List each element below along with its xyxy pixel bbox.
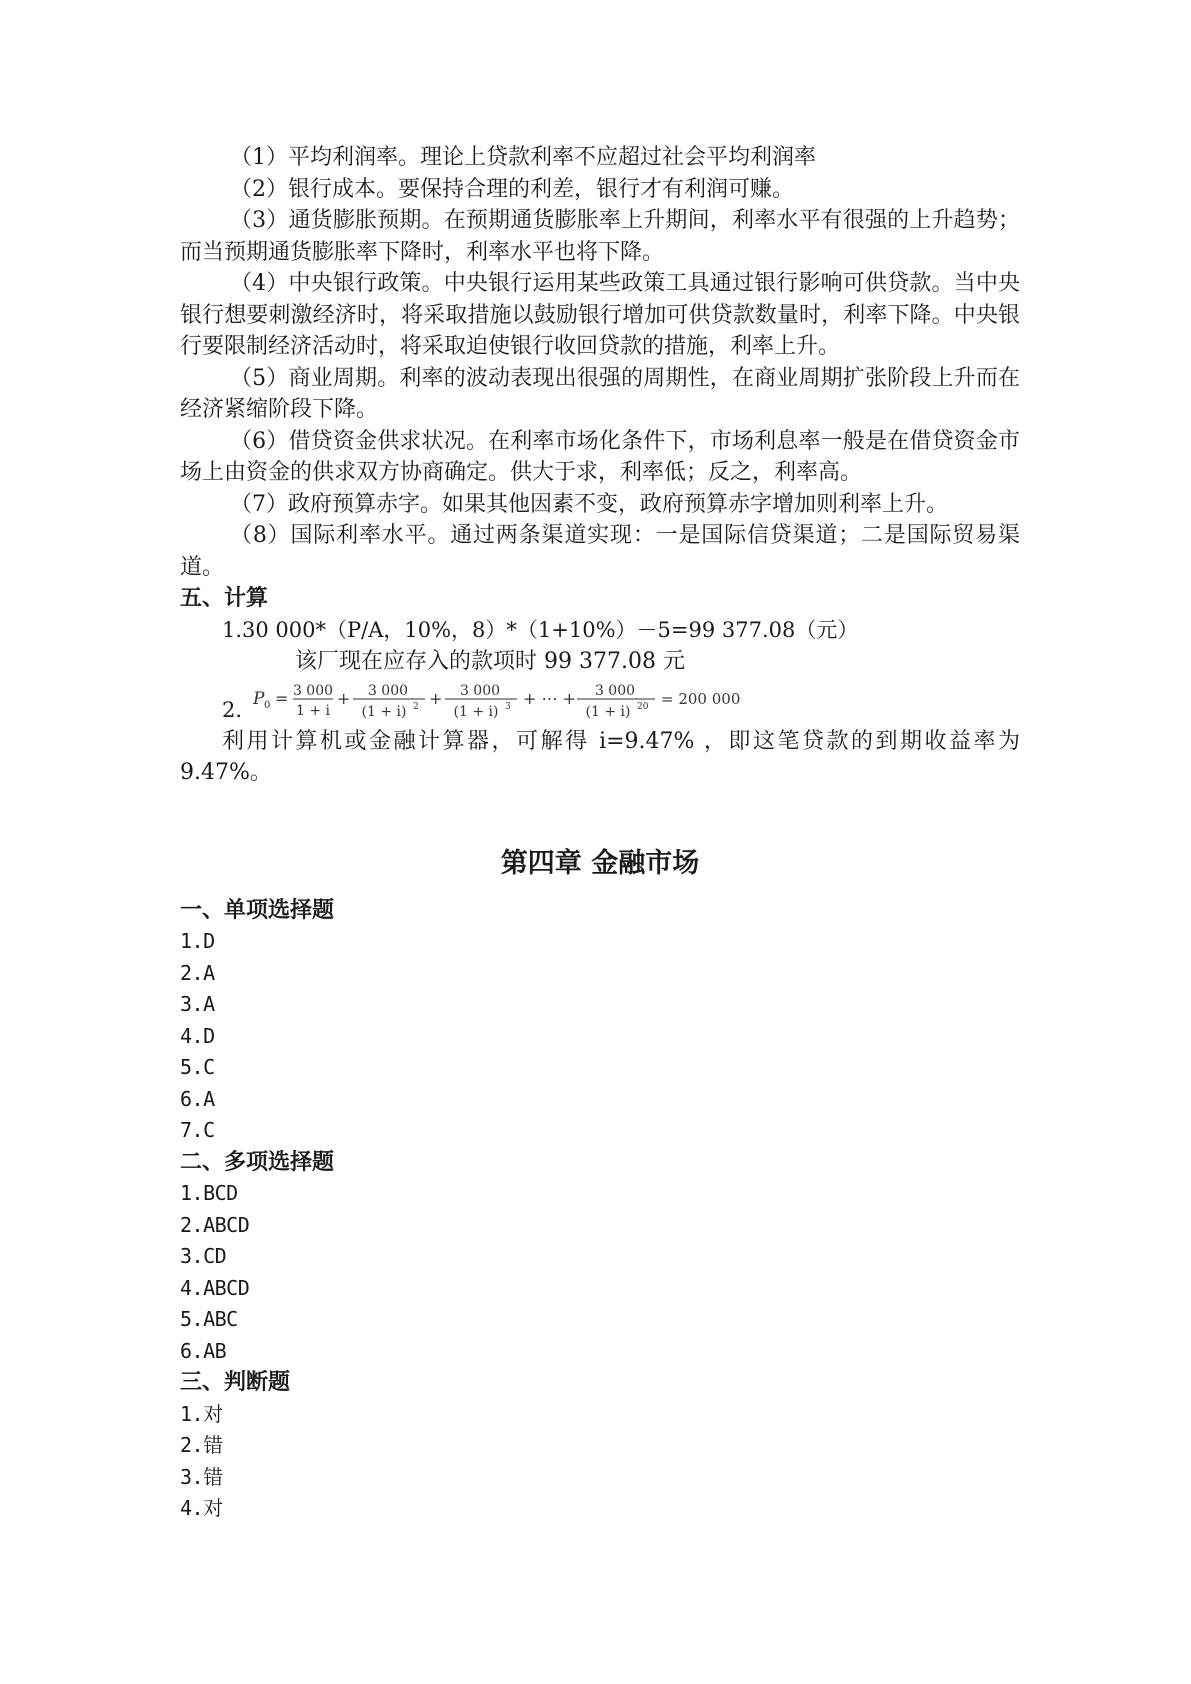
factor-paragraph: （7）政府预算赤字。如果其他因素不变，政府预算赤字增加则利率上升。 (230, 491, 948, 517)
calc-result-text: 利用计算机或金融计算器，可解得 i=9.47% ，即这笔贷款的到期收益率为9.47%。 (180, 728, 1020, 785)
formula-p0: P (253, 688, 265, 709)
answer-item: 4.对 (180, 1496, 223, 1520)
answer-item: 3.错 (180, 1464, 223, 1489)
formula-row (180, 678, 1020, 726)
answer-item: 5.ABC (180, 1307, 238, 1331)
document-page (180, 142, 1020, 1525)
factor-paragraph: （6）借贷资金供求状况。在利率市场化条件下，市场利息率一般是在借贷资金市场上由资金的供求双方协商确定。供大于求，利率低；反之，利率高。 (180, 428, 1020, 485)
answer-item: 4.ABCD (180, 1275, 250, 1300)
answer-item: 1.BCD (180, 1181, 238, 1205)
answer-item: 2.ABCD (180, 1212, 250, 1237)
answer-item: 4.D (180, 1023, 215, 1048)
chapter-title: 第四章 金融市场 (500, 847, 700, 879)
answer-item: 1.对 (180, 1401, 223, 1426)
term20-denominator: (1 + i) (585, 703, 631, 720)
factor-paragraph: （3）通货膨胀预期。在预期通货膨胀率上升期间，利率水平有很强的上升趋势；而当预期通货膨胀率下降时，利率水平也将下降。 (180, 208, 1020, 265)
answer-item: 7.C (180, 1118, 215, 1142)
term1-numerator: 3 000 (292, 682, 334, 699)
formula-p0-sub: 0 (264, 699, 271, 711)
answer-item: 6.A (180, 1086, 215, 1111)
section-true-false (180, 1367, 1020, 1525)
section-heading: 三、判断题 (180, 1370, 291, 1395)
term20-numerator: 3 000 (594, 682, 636, 699)
section-heading: 二、多项选择题 (180, 1149, 335, 1175)
term2-numerator: 3 000 (367, 682, 409, 699)
plus-sign: + (429, 688, 443, 708)
factor-paragraph: （2）银行成本。要保持合理的利差，银行才有利润可赚。 (230, 176, 794, 202)
formula-result: = 200 000 (661, 689, 741, 708)
factor-paragraph: （5）商业周期。利率的波动表现出很强的周期性，在商业周期扩张阶段上升而在经济紧缩阶段下降。 (180, 365, 1020, 422)
section-heading: 一、单项选择题 (180, 897, 335, 923)
term2-denominator: (1 + i) (361, 703, 407, 720)
answer-item: 6.AB (180, 1338, 227, 1363)
term3-exponent: 3 (505, 701, 511, 712)
calc-line-2: 该厂现在应存入的款项时 99 377.08 元 (295, 649, 685, 674)
answer-item: 3.A (180, 992, 215, 1016)
answer-item: 1.D (180, 929, 215, 953)
calc-heading: 五、计算 (180, 586, 269, 611)
factor-paragraph: （1）平均利润率。理论上贷款利率不应超过社会平均利润率 (230, 145, 816, 170)
factor-paragraph: （8）国际利率水平。通过两条渠道实现：一是国际信贷渠道；二是国际贸易渠道。 (180, 523, 1020, 580)
term20-exponent: 20 (637, 701, 649, 712)
calc-line-1: 1.30 000*（P/A，10%，8）*（1+10%）－5=99 377.08（元） (222, 617, 859, 642)
factor-paragraph: （4）中央银行政策。中央银行运用某些政策工具通过银行影响可供贷款。当中央银行想要刺激经济时，将采取措施以鼓励银行增加可供贷款数量时，利率下降。中央银行要限制经济活动时，将采取迫使银行收回贷款的措施，利率上升。 (180, 271, 1020, 359)
answer-item: 5.C (180, 1055, 215, 1079)
answer-item: 2.错 (180, 1433, 223, 1457)
term3-numerator: 3 000 (459, 682, 501, 699)
plus-sign: + (337, 688, 351, 708)
section-multiple-choice (180, 1147, 1020, 1368)
formula-eq: = (275, 688, 289, 708)
answer-item: 3.CD (180, 1244, 227, 1268)
interest-rate-factors (180, 142, 1020, 583)
formula-number: 2. (222, 697, 243, 722)
formula-ellipsis: + ⋯ + (523, 688, 576, 708)
answer-item: 2.A (180, 960, 215, 985)
term2-exponent: 2 (413, 701, 419, 712)
term3-denominator: (1 + i) (453, 703, 499, 720)
term1-denominator: 1 + i (295, 702, 331, 719)
section-single-choice (180, 895, 1020, 1147)
present-value-formula (253, 678, 773, 722)
